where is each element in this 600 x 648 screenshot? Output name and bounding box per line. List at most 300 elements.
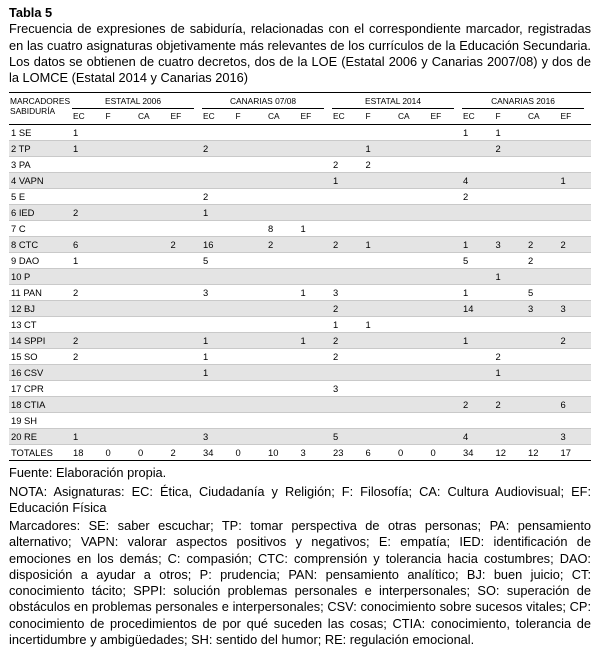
value-cell [461,221,494,237]
value-cell [429,173,462,189]
value-cell [71,221,104,237]
table-row [9,349,591,365]
value-cell: 2 [461,397,494,413]
row-label: 2 TP [9,141,71,157]
value-cell [136,285,169,301]
value-cell [71,413,104,429]
value-cell [71,189,104,205]
value-cell [559,269,592,285]
value-cell [526,173,559,189]
group-header [331,93,461,110]
value-cell [201,381,234,397]
value-cell [234,253,267,269]
subcolumn-header: EC [201,109,234,125]
row-label: 6 IED [9,205,71,221]
markers-note: Marcadores: SE: saber escuchar; TP: tomar perspectiva de otras personas; PA: pensamiento alternativo; VAPN: valorar aspectos positivos y negativos; E: empatía; IED: identificación de emociones en los demás; C: compasión; CTC: comprensión y tolerancia hacia costumbres; DAO: disposición a ayudar a otros; P: prudencia; PAN: pensamiento analítico; BJ: buen juicio; CT: conocimiento tácito; SPPI: solución problemas personales e interpersonales; SO: superación de obstáculos en problemas personales e interpersonales; CSV: conocimiento sobre sucesos vitales; CP: conocimiento de procedimientos de por qué suceden las cosas; CTIA: conocimiento, tolerancia de incertidumbre y ambigüedades; SH: sentido del humor; RE: regulación emocional. [9,518,591,647]
value-cell [104,205,137,221]
value-cell [136,333,169,349]
value-cell [266,189,299,205]
group-header [461,93,591,110]
value-cell [266,413,299,429]
value-cell: 0 [104,445,137,461]
value-cell [494,189,527,205]
value-cell: 2 [266,237,299,253]
value-cell: 2 [201,141,234,157]
value-cell [169,125,202,141]
value-cell [396,301,429,317]
row-label: 8 CTC [9,237,71,253]
value-cell [526,125,559,141]
table-row [9,429,591,445]
value-cell [169,205,202,221]
value-cell [396,333,429,349]
value-cell [396,269,429,285]
value-cell: 5 [331,429,364,445]
value-cell [364,205,397,221]
value-cell: 1 [494,365,527,381]
value-cell: 4 [461,429,494,445]
value-cell: 1 [364,237,397,253]
value-cell [71,301,104,317]
row-label: 14 SPPI [9,333,71,349]
value-cell: 1 [364,141,397,157]
subcolumn-header: EC [71,109,104,125]
value-cell [299,141,332,157]
row-label: 15 SO [9,349,71,365]
value-cell [396,285,429,301]
value-cell [104,349,137,365]
value-cell: 2 [494,397,527,413]
value-cell [331,253,364,269]
value-cell [169,157,202,173]
value-cell [169,365,202,381]
value-cell [201,157,234,173]
value-cell [299,189,332,205]
subcolumn-header: EC [461,109,494,125]
subcolumn-header: EC [331,109,364,125]
row-label: 1 SE [9,125,71,141]
value-cell [299,365,332,381]
value-cell [169,189,202,205]
value-cell [104,285,137,301]
value-cell [494,301,527,317]
subcolumn-header: EF [429,109,462,125]
table-row [9,317,591,333]
value-cell [526,157,559,173]
value-cell [234,413,267,429]
value-cell [234,125,267,141]
value-cell [266,285,299,301]
value-cell [396,157,429,173]
value-cell [461,141,494,157]
value-cell [201,221,234,237]
value-cell: 2 [331,301,364,317]
totals-row [9,445,591,461]
value-cell [299,173,332,189]
value-cell [429,413,462,429]
value-cell [429,397,462,413]
value-cell [104,301,137,317]
value-cell [429,205,462,221]
value-cell [331,413,364,429]
value-cell [136,173,169,189]
value-cell [234,173,267,189]
value-cell [71,397,104,413]
value-cell [396,221,429,237]
value-cell [136,349,169,365]
table-row [9,189,591,205]
value-cell [364,173,397,189]
value-cell [461,317,494,333]
row-label: 18 CTIA [9,397,71,413]
value-cell [201,397,234,413]
value-cell [364,349,397,365]
value-cell [104,253,137,269]
value-cell [299,429,332,445]
value-cell: 1 [299,221,332,237]
group-header-label: ESTATAL 2014 [332,95,454,109]
subjects-note: NOTA: Asignaturas: EC: Ética, Ciudadanía y Religión; F: Filosofía; CA: Cultura Audiovisual; EF: Educación Física [9,483,591,515]
value-cell [364,365,397,381]
value-cell [526,205,559,221]
value-cell [559,205,592,221]
value-cell [71,173,104,189]
row-label: 17 CPR [9,381,71,397]
value-cell [429,317,462,333]
value-cell: 18 [71,445,104,461]
value-cell [299,237,332,253]
value-cell [299,397,332,413]
value-cell [201,301,234,317]
value-cell [494,205,527,221]
row-label: 7 C [9,221,71,237]
value-cell: 14 [461,301,494,317]
value-cell [461,157,494,173]
value-cell [104,429,137,445]
value-cell [364,413,397,429]
table-row [9,301,591,317]
value-cell [364,429,397,445]
value-cell: 2 [331,237,364,253]
subcolumn-header: CA [396,109,429,125]
value-cell [104,413,137,429]
value-cell [104,173,137,189]
value-cell [461,205,494,221]
value-cell [266,157,299,173]
value-cell: 17 [559,445,592,461]
value-cell [429,333,462,349]
value-cell [364,285,397,301]
value-cell: 3 [559,429,592,445]
table-caption: Frecuencia de expresiones de sabiduría, relacionadas con el correspondiente marcador, registradas en las cuatro asignaturas objetivamente más relevantes de los currículos de la Educación Secundaria. Los datos se obtienen de cuatro decretos, dos de la LOE (Estatal 2006 y Canarias 2007/08) y dos de la LOMCE (Estatal 2014 y Canarias 2016) [9,21,591,85]
row-label: TOTALES [9,445,71,461]
value-cell: 4 [461,173,494,189]
value-cell [104,141,137,157]
value-cell: 2 [331,349,364,365]
value-cell [266,173,299,189]
value-cell [169,141,202,157]
table-row [9,141,591,157]
value-cell [169,381,202,397]
value-cell [331,189,364,205]
value-cell [136,269,169,285]
value-cell [104,221,137,237]
value-cell [169,333,202,349]
value-cell [526,141,559,157]
value-cell: 1 [201,349,234,365]
value-cell [526,397,559,413]
value-cell: 2 [71,349,104,365]
value-cell [364,221,397,237]
row-label: 10 P [9,269,71,285]
value-cell [299,125,332,141]
value-cell [396,141,429,157]
value-cell [71,381,104,397]
value-cell [559,285,592,301]
table-row [9,221,591,237]
value-cell: 2 [364,157,397,173]
value-cell: 12 [494,445,527,461]
value-cell: 34 [461,445,494,461]
value-cell: 1 [461,333,494,349]
value-cell [266,365,299,381]
table-title: Tabla 5 [9,5,53,20]
value-cell [299,381,332,397]
value-cell [396,397,429,413]
frequency-table [9,92,591,461]
subcolumn-header: F [494,109,527,125]
value-cell [396,317,429,333]
value-cell [136,237,169,253]
value-cell [526,381,559,397]
value-cell [234,301,267,317]
table-row [9,285,591,301]
subcolumn-header: CA [266,109,299,125]
value-cell [396,205,429,221]
value-cell [494,221,527,237]
value-cell: 2 [559,333,592,349]
value-cell [234,397,267,413]
value-cell [71,317,104,333]
value-cell [234,381,267,397]
value-cell [299,253,332,269]
corner-header: MARCADORES SABIDURÍA [9,93,71,125]
value-cell [364,125,397,141]
table-row [9,253,591,269]
subcolumn-header: EF [169,109,202,125]
value-cell: 3 [559,301,592,317]
value-cell [136,301,169,317]
table-row [9,397,591,413]
value-cell [331,125,364,141]
value-cell: 6 [364,445,397,461]
value-cell: 2 [526,253,559,269]
value-cell: 2 [559,237,592,253]
value-cell [461,381,494,397]
table-row [9,269,591,285]
value-cell: 2 [71,333,104,349]
group-header-label: CANARIAS 2016 [462,95,584,109]
value-cell [559,349,592,365]
value-cell: 3 [331,285,364,301]
value-cell: 2 [494,349,527,365]
value-cell [104,125,137,141]
value-cell [234,205,267,221]
value-cell [234,189,267,205]
value-cell [266,397,299,413]
value-cell [136,397,169,413]
value-cell [526,349,559,365]
table-row [9,157,591,173]
value-cell [396,429,429,445]
table-head [9,93,591,125]
value-cell [266,141,299,157]
value-cell [494,413,527,429]
value-cell [201,173,234,189]
value-cell [136,141,169,157]
value-cell: 1 [494,269,527,285]
value-cell [234,429,267,445]
value-cell [234,349,267,365]
value-cell [266,301,299,317]
value-cell: 1 [299,285,332,301]
value-cell [234,269,267,285]
value-cell [526,429,559,445]
value-cell [299,413,332,429]
group-header-label: ESTATAL 2006 [72,95,194,109]
value-cell: 12 [526,445,559,461]
value-cell [526,317,559,333]
value-cell [364,397,397,413]
value-cell [299,205,332,221]
value-cell [331,365,364,381]
source-note: Fuente: Elaboración propia. [9,465,167,481]
group-header [71,93,201,110]
value-cell [461,269,494,285]
value-cell [136,205,169,221]
value-cell [331,205,364,221]
row-label: 20 RE [9,429,71,445]
subcolumn-header: CA [136,109,169,125]
table-row [9,205,591,221]
value-cell [396,253,429,269]
value-cell: 2 [331,157,364,173]
value-cell: 3 [331,381,364,397]
value-cell [396,349,429,365]
value-cell [396,413,429,429]
value-cell: 2 [169,445,202,461]
value-cell [494,317,527,333]
value-cell: 10 [266,445,299,461]
value-cell [429,157,462,173]
value-cell [429,301,462,317]
value-cell [266,269,299,285]
value-cell [559,365,592,381]
value-cell [136,157,169,173]
value-cell: 0 [396,445,429,461]
value-cell [494,429,527,445]
value-cell [234,333,267,349]
value-cell [559,381,592,397]
value-cell [364,333,397,349]
value-cell [169,429,202,445]
table-row [9,333,591,349]
value-cell [364,381,397,397]
value-cell [396,189,429,205]
value-cell [169,317,202,333]
value-cell [429,381,462,397]
value-cell [429,141,462,157]
value-cell [234,141,267,157]
value-cell [169,269,202,285]
subcolumn-header: CA [526,109,559,125]
value-cell: 6 [559,397,592,413]
value-cell [201,317,234,333]
value-cell: 1 [494,125,527,141]
value-cell: 6 [71,237,104,253]
value-cell [266,429,299,445]
row-label: 3 PA [9,157,71,173]
value-cell [429,189,462,205]
value-cell [364,269,397,285]
value-cell [201,269,234,285]
table-row [9,413,591,429]
value-cell [526,333,559,349]
value-cell [169,397,202,413]
value-cell [429,125,462,141]
value-cell [234,365,267,381]
value-cell [266,349,299,365]
value-cell: 1 [71,141,104,157]
value-cell [396,365,429,381]
value-cell [104,365,137,381]
value-cell [559,189,592,205]
value-cell [429,285,462,301]
value-cell [234,157,267,173]
value-cell [429,269,462,285]
value-cell [136,317,169,333]
value-cell [104,269,137,285]
value-cell: 1 [201,365,234,381]
value-cell [169,253,202,269]
value-cell [266,381,299,397]
subcolumn-header: F [364,109,397,125]
value-cell: 2 [71,285,104,301]
value-cell: 5 [526,285,559,301]
value-cell: 1 [331,317,364,333]
value-cell [201,413,234,429]
value-cell: 0 [234,445,267,461]
value-cell: 0 [429,445,462,461]
value-cell: 1 [201,205,234,221]
value-cell [429,237,462,253]
value-cell [234,317,267,333]
subcolumn-header: EF [559,109,592,125]
value-cell [559,317,592,333]
value-cell: 2 [201,189,234,205]
value-cell [201,125,234,141]
value-cell [169,413,202,429]
value-cell [136,253,169,269]
value-cell [169,285,202,301]
value-cell [461,413,494,429]
row-label: 19 SH [9,413,71,429]
value-cell [169,173,202,189]
value-cell: 1 [299,333,332,349]
value-cell [364,189,397,205]
value-cell [299,157,332,173]
value-cell [429,349,462,365]
